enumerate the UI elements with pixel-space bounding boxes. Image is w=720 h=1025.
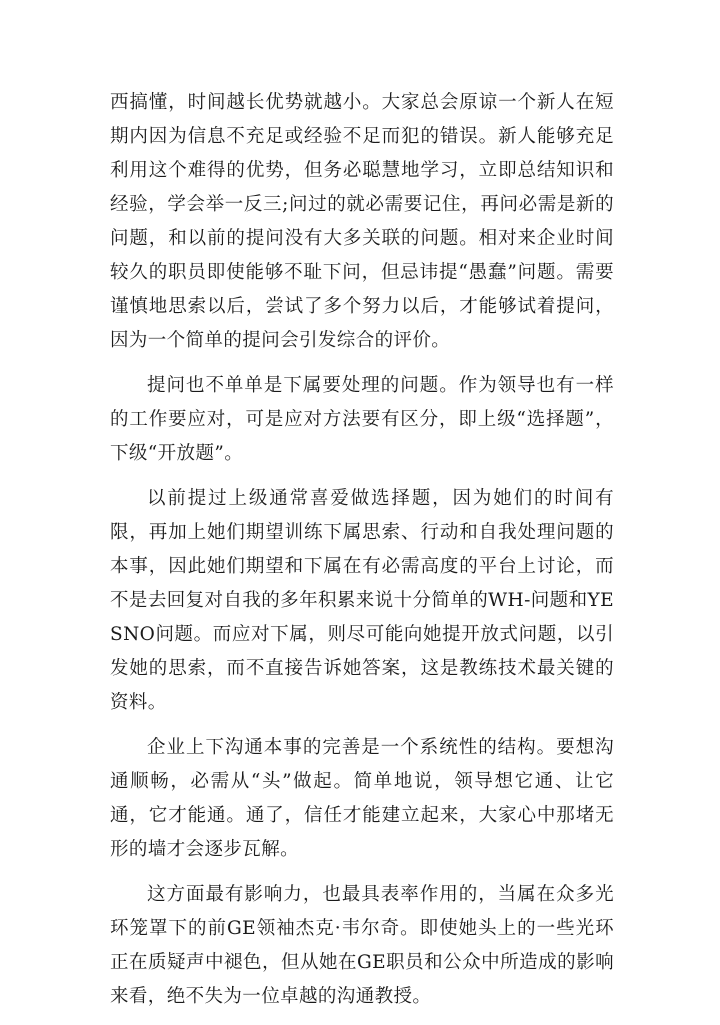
document-body <box>110 86 614 1025</box>
paragraph-3: 以前提过上级通常喜爱做选择题，因为她们的时间有限，再加上她们期望训练下属思索、行动和自我处理问题的本事，因此她们期望和下属在有必需高度的平台上讨论，而不是去回复对自我的多年积累来说十分简单的WH-问题和YESNO问题。而应对下属，则尽可能向她提开放式问题，以引发她的思索，而不直接告诉她答案，这是教练技术最关键的资料。 <box>110 488 614 713</box>
paragraph-5: 这方面最有影响力，也最具表率作用的，当属在众多光环笼罩下的前GE领袖杰克·韦尔奇。即使她头上的一些光环正在质疑声中褪色，但从她在GE职员和公众中所造成的影响来看，绝不失为一位卓越的沟通教授。 <box>110 884 614 1007</box>
paragraph-1: 西搞懂，时间越长优势就越小。大家总会原谅一个新人在短期内因为信息不充足或经验不足而犯的错误。新人能够充足利用这个难得的优势，但务必聪慧地学习，立即总结知识和经验，学会举一反三;问过的就必需要记住，再问必需是新的问题，和以前的提问没有大多关联的问题。相对来企业时间较久的职员即使能够不耻下问，但忌讳提“愚蠢”问题。需要谨慎地思索以后，尝试了多个努力以后，才能够试着提问，因为一个简单的提问会引发综合的评价。 <box>110 92 614 351</box>
paragraph-2: 提问也不单单是下属要处理的问题。作为领导也有一样的工作要应对，可是应对方法要有区分，即上级“选择题”，下级“开放题”。 <box>110 375 614 464</box>
paragraph-4: 企业上下沟通本事的完善是一个系统性的结构。要想沟通顺畅，必需从“头”做起。简单地说，领导想它通、让它通，它才能通。通了，信任才能建立起来，大家心中那堵无形的墙才会逐步瓦解。 <box>110 737 614 860</box>
